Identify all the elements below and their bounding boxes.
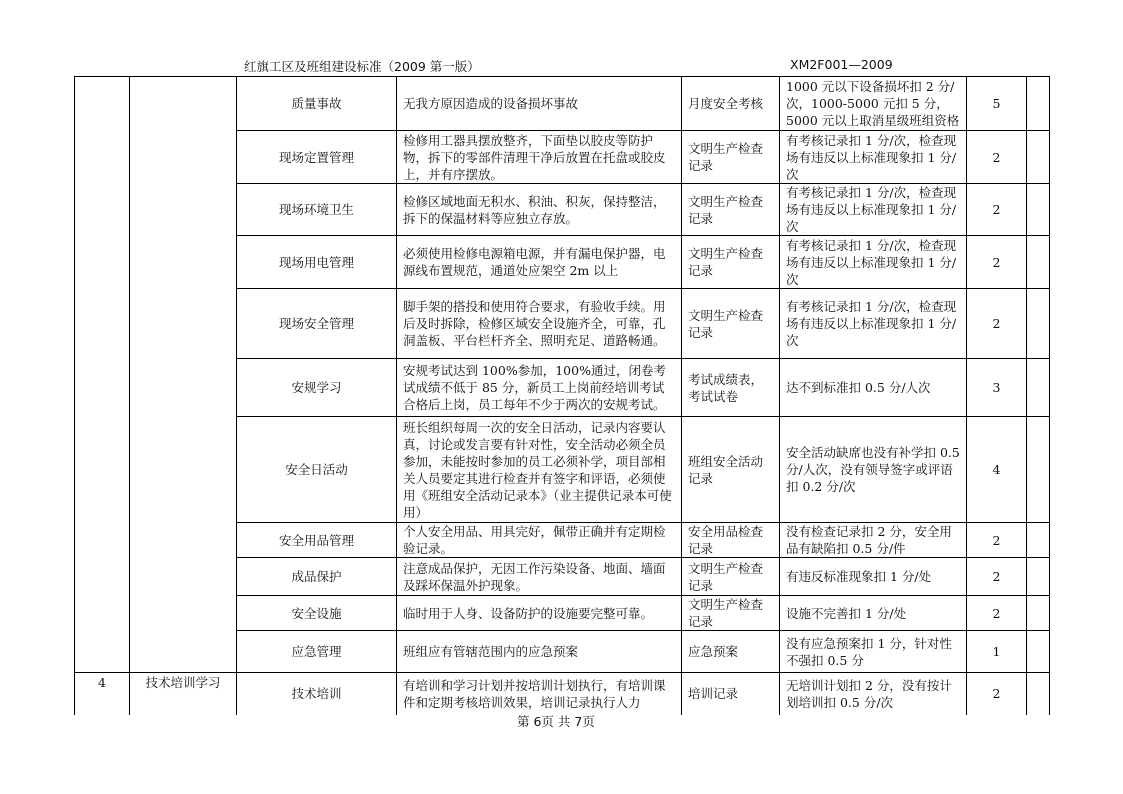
deduction-cell: 没有检查记录扣 2 分，安全用品有缺陷扣 0.5 分/件 (780, 523, 967, 558)
remark-cell (1027, 596, 1050, 631)
deduction-cell: 无培训计划扣 2 分，没有按计划培训扣 0.5 分/次 (780, 673, 967, 715)
basis-cell: 文明生产检查记录 (682, 289, 780, 359)
deduction-cell: 有考核记录扣 1 分/次，检查现场有违反以上标准现象扣 1 分/次 (780, 184, 967, 236)
deduction-cell: 安全活动缺席也没有补学扣 0.5 分/人次，没有领导签字或评语扣 0.2 分/次 (780, 417, 967, 523)
remark-cell (1027, 673, 1050, 715)
document-header-title: 红旗工区及班组建设标准（2009 第一版） (244, 59, 480, 74)
item-cell: 现场环境卫生 (237, 184, 397, 236)
requirement-cell: 安规考试达到 100%参加，100%通过，闭卷考试成绩不低于 85 分，新员工上岗前经培训考试合格后上岗，员工每年不少于两次的安规考试。 (397, 359, 682, 417)
requirement-cell: 脚手架的搭投和使用符合要求，有验收手续。用后及时拆除，检修区域安全设施齐全，可靠，孔洞盖板、平台栏杆齐全、照明充足、道路畅通。 (397, 289, 682, 359)
score-cell: 2 (967, 236, 1027, 289)
item-cell: 安全用品管理 (237, 523, 397, 558)
number-cell (75, 77, 130, 673)
score-cell: 2 (967, 596, 1027, 631)
basis-cell: 培训记录 (682, 673, 780, 715)
requirement-cell: 必须使用检修电源箱电源，并有漏电保护器，电源线布置规范，通道处应架空 2m 以上 (397, 236, 682, 289)
item-cell: 安规学习 (237, 359, 397, 417)
remark-cell (1027, 359, 1050, 417)
requirement-cell: 无我方原因造成的设备损坏事故 (397, 77, 682, 131)
requirement-cell: 有培训和学习计划并按培训计划执行，有培训课件和定期考核培训效果，培训记录执行人力 (397, 673, 682, 715)
basis-cell: 考试成绩表，考试试卷 (682, 359, 780, 417)
score-cell: 3 (967, 359, 1027, 417)
category-cell: 技术培训学习 (130, 673, 237, 715)
remark-cell (1027, 523, 1050, 558)
remark-cell (1027, 236, 1050, 289)
requirement-cell: 注意成品保护，无因工作污染设备、地面、墙面及踩坏保温外护现象。 (397, 558, 682, 596)
item-cell: 现场安全管理 (237, 289, 397, 359)
basis-cell: 月度安全考核 (682, 77, 780, 131)
standards-table (74, 76, 1050, 715)
deduction-cell: 有考核记录扣 1 分/次，检查现场有违反以上标准现象扣 1 分/次 (780, 289, 967, 359)
score-cell: 2 (967, 131, 1027, 184)
requirement-cell: 检修用工器具摆放整齐，下面垫以胶皮等防护物，拆下的零部件清理干净后放置在托盘或胶皮上，并有序摆放。 (397, 131, 682, 184)
number-cell: 4 (75, 673, 130, 715)
deduction-cell: 设施不完善扣 1 分/处 (780, 596, 967, 631)
score-cell: 2 (967, 673, 1027, 715)
basis-cell: 文明生产检查记录 (682, 236, 780, 289)
basis-cell: 安全用品检查记录 (682, 523, 780, 558)
remark-cell (1027, 289, 1050, 359)
remark-cell (1027, 77, 1050, 131)
score-cell: 2 (967, 289, 1027, 359)
score-cell: 2 (967, 523, 1027, 558)
item-cell: 质量事故 (237, 77, 397, 131)
requirement-cell: 个人安全用品、用具完好，佩带正确并有定期检验记录。 (397, 523, 682, 558)
basis-cell: 文明生产检查记录 (682, 184, 780, 236)
item-cell: 技术培训 (237, 673, 397, 715)
item-cell: 现场用电管理 (237, 236, 397, 289)
table-row (75, 77, 1050, 131)
remark-cell (1027, 131, 1050, 184)
remark-cell (1027, 184, 1050, 236)
item-cell: 现场定置管理 (237, 131, 397, 184)
basis-cell: 应急预案 (682, 631, 780, 673)
deduction-cell: 有违反标准现象扣 1 分/处 (780, 558, 967, 596)
document-code: XM2F001—2009 (790, 57, 893, 72)
item-cell: 应急管理 (237, 631, 397, 673)
table-row (75, 673, 1050, 715)
item-cell: 成品保护 (237, 558, 397, 596)
item-cell: 安全日活动 (237, 417, 397, 523)
requirement-cell: 临时用于人身、设备防护的设施要完整可靠。 (397, 596, 682, 631)
deduction-cell: 有考核记录扣 1 分/次，检查现场有违反以上标准现象扣 1 分/次 (780, 236, 967, 289)
requirement-cell: 班长组织每周一次的安全日活动，记录内容要认真，讨论或发言要有针对性，安全活动必须全员参加，未能按时参加的员工必须补学，项目部相关人员要定其进行检查并有签字和评语，必须使用《班组安全活动记录本》（业主提供记录本可使用） (397, 417, 682, 523)
deduction-cell: 达不到标准扣 0.5 分/人次 (780, 359, 967, 417)
score-cell: 4 (967, 417, 1027, 523)
item-cell: 安全设施 (237, 596, 397, 631)
deduction-cell: 有考核记录扣 1 分/次，检查现场有违反以上标准现象扣 1 分/次 (780, 131, 967, 184)
score-cell: 5 (967, 77, 1027, 131)
score-cell: 2 (967, 558, 1027, 596)
requirement-cell: 检修区域地面无积水、积油、积灰，保持整洁，拆下的保温材料等应独立存放。 (397, 184, 682, 236)
remark-cell (1027, 417, 1050, 523)
remark-cell (1027, 631, 1050, 673)
score-cell: 1 (967, 631, 1027, 673)
category-cell (130, 77, 237, 673)
basis-cell: 班组安全活动记录 (682, 417, 780, 523)
basis-cell: 文明生产检查记录 (682, 558, 780, 596)
deduction-cell: 1000 元以下设备损坏扣 2 分/次，1000-5000 元扣 5 分，5000 元以上取消星级班组资格 (780, 77, 967, 131)
deduction-cell: 没有应急预案扣 1 分，针对性不强扣 0.5 分 (780, 631, 967, 673)
basis-cell: 文明生产检查记录 (682, 131, 780, 184)
remark-cell (1027, 558, 1050, 596)
basis-cell: 文明生产检查记录 (682, 596, 780, 631)
score-cell: 2 (967, 184, 1027, 236)
page-footer: 第 6页 共 7页 (517, 714, 595, 729)
requirement-cell: 班组应有管辖范围内的应急预案 (397, 631, 682, 673)
